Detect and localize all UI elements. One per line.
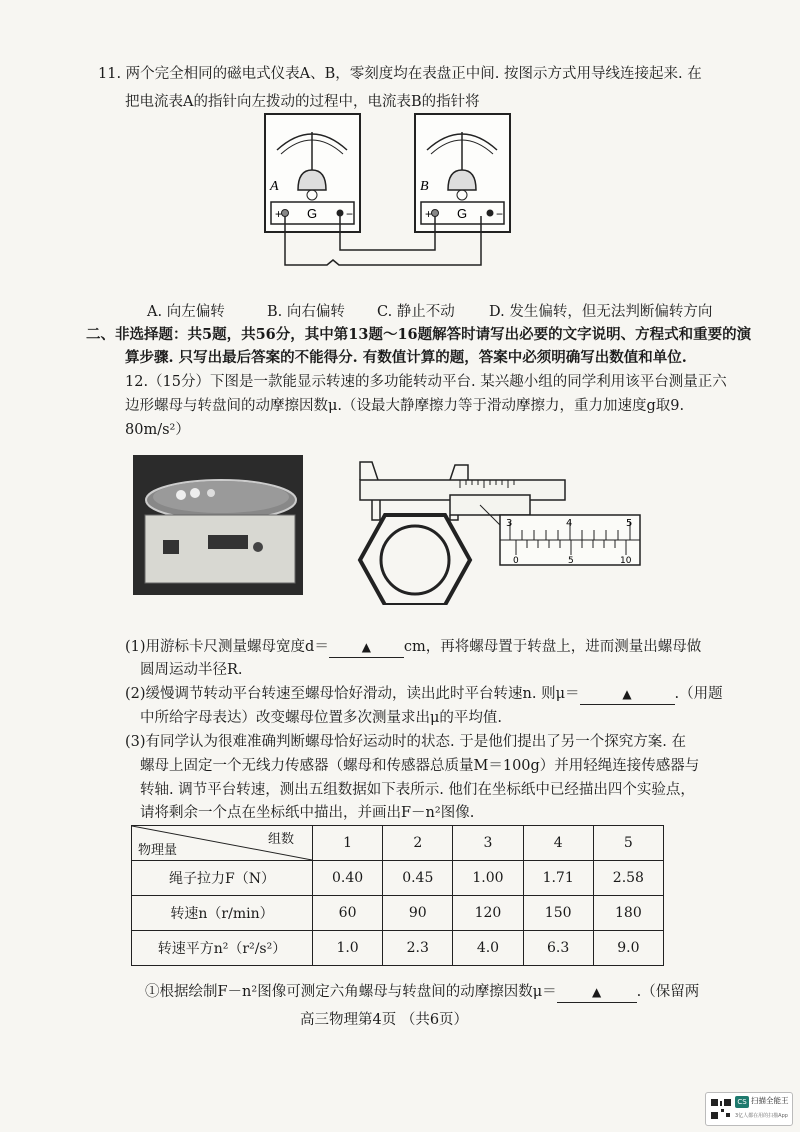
cs-logo-icon: CS: [735, 1096, 749, 1108]
table-row: [132, 931, 664, 966]
caliper-diagram: [350, 440, 650, 605]
q12-sub1-line: [145, 982, 699, 1003]
q11-line2: 把电流表A的指针向左拨动的过程中，电流表B的指针将: [125, 94, 480, 110]
choice-b: B. 向右偏转: [267, 304, 345, 320]
scanner-badge: [705, 1092, 793, 1126]
table-cell: 180: [593, 896, 663, 931]
q11-line1: 11. 两个完全相同的磁电式仪表A、B，零刻度均在表盘正中间. 按图示方式用导线连接起来. 在: [98, 66, 702, 82]
q12-part1-line2: 圆周运动半径R.: [140, 662, 243, 678]
q12-sub1-text-a: ①根据绘制F－n²图像可测定六角螺母与转盘间的动摩擦因数μ＝: [145, 984, 557, 1000]
table-cell: 120: [453, 896, 523, 931]
caliper-main-4: 4: [566, 518, 573, 529]
q12-part2-line1: [125, 684, 723, 705]
q12-part3-line3: 转轴. 调节平台转速，测出五组数据如下表所示. 他们在坐标纸中已经描出四个实验点，: [140, 782, 695, 798]
section2-line2: 算步骤. 只写出最后答案的不能得分. 有数值计算的题，答案中必须明确写出数值和单位.: [125, 349, 687, 366]
row-label: 转速n（r/min）: [132, 896, 313, 931]
caliper-main-5: 5: [626, 518, 633, 529]
q12-part2-line2: 中所给字母表达）改变螺母位置多次测量求出μ的平均值.: [140, 710, 503, 726]
q12-line2: 边形螺母与转盘间的动摩擦因数μ.（设最大静摩擦力等于滑动摩擦力，重力加速度g取9.: [125, 398, 685, 414]
table-cell: 1.00: [453, 861, 523, 896]
caliper-main-3: 3: [506, 518, 513, 529]
choice-d: D. 发生偏转，但无法判断偏转方向: [489, 304, 713, 320]
corner-bottom-label: 物理量: [138, 843, 178, 858]
q12-part3-line4: 请将剩余一个点在坐标纸中描出，并画出F－n²图像.: [140, 805, 475, 821]
badge-subtitle: 3亿人都在用的扫描App: [735, 1113, 788, 1119]
q12-part1-text-b: cm，再将螺母置于转盘上，进而测量出螺母做: [403, 639, 702, 655]
answer-blank-mu[interactable]: [580, 684, 675, 705]
badge-title: 扫描全能王: [751, 1096, 789, 1105]
table-cell: 6.3: [523, 931, 593, 966]
row-label: 转速平方n²（r²/s²）: [132, 931, 313, 966]
table-cell: 1.0: [313, 931, 383, 966]
meters-diagram: [255, 110, 515, 290]
meter-b-plus: +: [425, 207, 433, 221]
meter-b-minus: −: [496, 207, 504, 221]
meter-a-label: A: [270, 179, 279, 194]
blank-marker: ▲: [622, 687, 632, 701]
q12-part2-text-a: (2)缓慢调节转动平台转速至螺母恰好滑动，读出此时平台转速n. 则μ＝: [125, 686, 580, 702]
table-cell: 1.71: [523, 861, 593, 896]
answer-blank-mu2[interactable]: [557, 982, 637, 1003]
table-cell: 60: [313, 896, 383, 931]
choice-a: A. 向左偏转: [147, 304, 225, 320]
table-row: [132, 861, 664, 896]
group-header: 2: [383, 826, 453, 861]
q12-part3-line2: 螺母上固定一个无线力传感器（螺母和传感器总质量M＝100g）并用轻绳连接传感器与: [140, 758, 700, 774]
q12-line1: 12.（15分）下图是一款能显示转速的多功能转动平台. 某兴趣小组的同学利用该平台测量正六: [125, 374, 727, 390]
table-cell: 150: [523, 896, 593, 931]
group-header: 4: [523, 826, 593, 861]
choice-c: C. 静止不动: [377, 304, 455, 320]
q12-part2-text-b: .（用题: [674, 686, 723, 702]
meter-a-minus: −: [346, 207, 354, 221]
caliper-vernier-10: 10: [620, 556, 632, 566]
turntable-photo: [133, 455, 303, 595]
page-footer: 高三物理第4页 （共6页）: [300, 1012, 469, 1028]
q12-sub1-text-b: .（保留两: [636, 984, 700, 1000]
blank-marker: ▲: [361, 640, 371, 654]
q12-part3-line1: (3)有同学认为很难准确判断螺母恰好运动时的状态. 于是他们提出了另一个探究方案. 在: [125, 734, 686, 750]
caliper-vernier-0: 0: [513, 556, 519, 566]
meter-b-label: B: [420, 179, 429, 194]
table-cell: 0.45: [383, 861, 453, 896]
table-corner-cell: [132, 826, 313, 861]
corner-top-label: 组数: [267, 832, 294, 847]
caliper-vernier-5: 5: [568, 556, 574, 566]
table-cell: 90: [383, 896, 453, 931]
table-cell: 2.58: [593, 861, 663, 896]
table-cell: 4.0: [453, 931, 523, 966]
qr-code-icon: [710, 1098, 732, 1120]
group-header: 5: [593, 826, 663, 861]
table-cell: 0.40: [313, 861, 383, 896]
table-cell: 2.3: [383, 931, 453, 966]
answer-blank-d[interactable]: [329, 637, 404, 658]
row-label: 绳子拉力F（N）: [132, 861, 313, 896]
table-cell: 9.0: [593, 931, 663, 966]
section2-line1: 二、非选择题：共5题，共56分，其中第13题～16题解答时请写出必要的文字说明、方程式和重要的演: [86, 326, 752, 343]
blank-marker: ▲: [592, 985, 602, 999]
meter-a-g: G: [307, 206, 318, 221]
table-header-row: [132, 826, 664, 861]
group-header: 1: [313, 826, 383, 861]
q12-line3: 80m/s²）: [125, 422, 190, 438]
group-header: 3: [453, 826, 523, 861]
q11-choices: [147, 302, 712, 322]
q12-part1-line1: [125, 637, 701, 658]
q12-part1-text-a: (1)用游标卡尺测量螺母宽度d＝: [125, 639, 329, 655]
meter-b-g: G: [457, 206, 468, 221]
data-table: [131, 825, 664, 966]
meter-a-plus: +: [275, 207, 283, 221]
table-row: [132, 896, 664, 931]
